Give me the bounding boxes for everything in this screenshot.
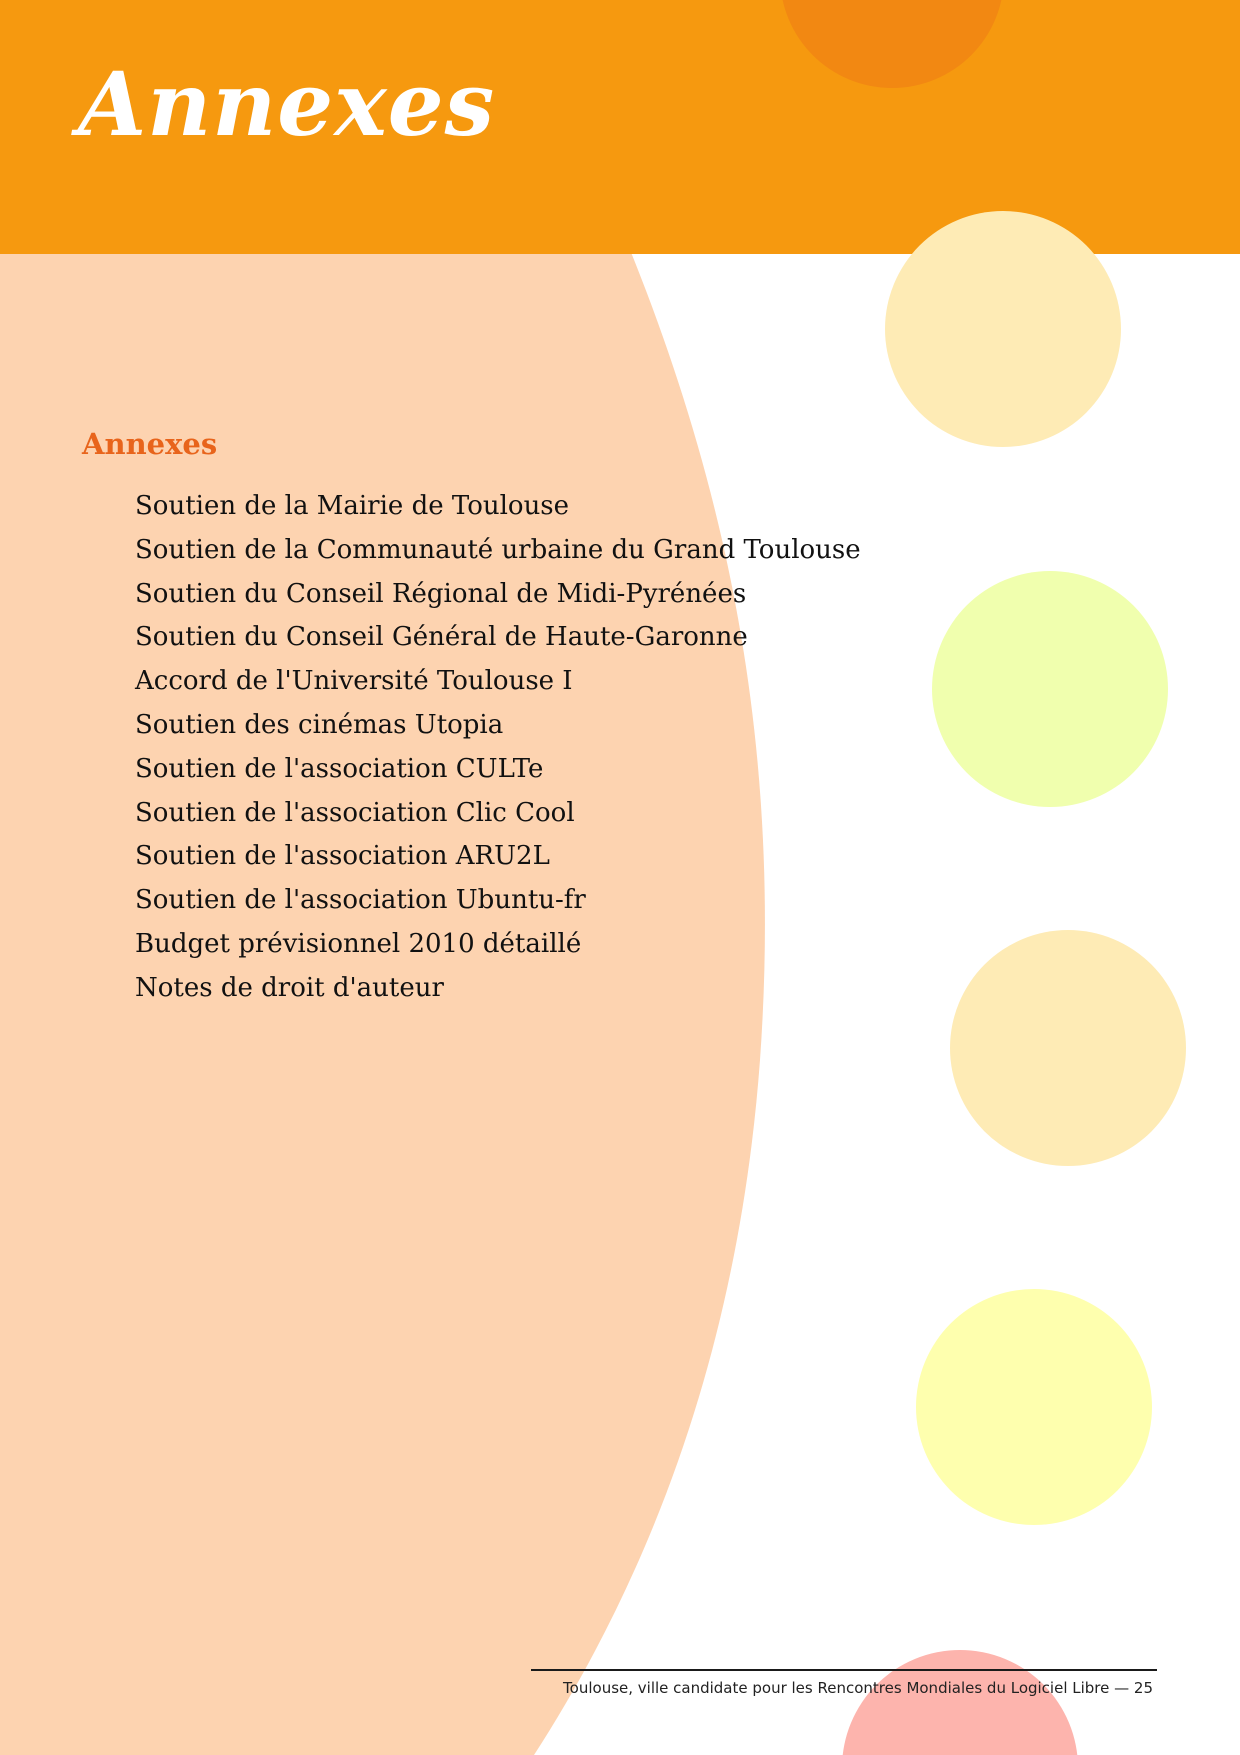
list-item: Soutien des cinémas Utopia (135, 709, 504, 740)
decorative-circle (932, 571, 1168, 807)
list-item: Accord de l'Université Toulouse I (135, 666, 573, 697)
list-item: Soutien du Conseil Général de Haute-Garonne (135, 622, 748, 653)
annex-list (135, 485, 861, 1011)
decorative-circle (916, 1289, 1152, 1525)
list-item: Soutien de l'association ARU2L (135, 841, 550, 872)
list-item: Soutien de l'association Clic Cool (135, 797, 575, 828)
list-item: Soutien du Conseil Régional de Midi-Pyrénées (135, 578, 747, 609)
list-item: Soutien de l'association CULTe (135, 753, 544, 784)
banner-title: Annexes (78, 52, 496, 156)
decorative-circle (885, 211, 1121, 447)
list-item: Notes de droit d'auteur (135, 972, 444, 1003)
decorative-circle (842, 1650, 1078, 1755)
list-item: Soutien de l'association Ubuntu-fr (135, 885, 586, 916)
footer-rule (531, 1669, 1157, 1671)
footer-text: Toulouse, ville candidate pour les Rencontres Mondiales du Logiciel Libre — 25 (563, 1679, 1153, 1697)
decorative-circle (950, 930, 1186, 1166)
list-item: Soutien de la Mairie de Toulouse (135, 491, 570, 521)
list-item: Budget prévisionnel 2010 détaillé (135, 928, 582, 959)
list-item: Soutien de la Communauté urbaine du Grand Toulouse (135, 534, 861, 565)
section-heading: Annexes (82, 427, 218, 461)
